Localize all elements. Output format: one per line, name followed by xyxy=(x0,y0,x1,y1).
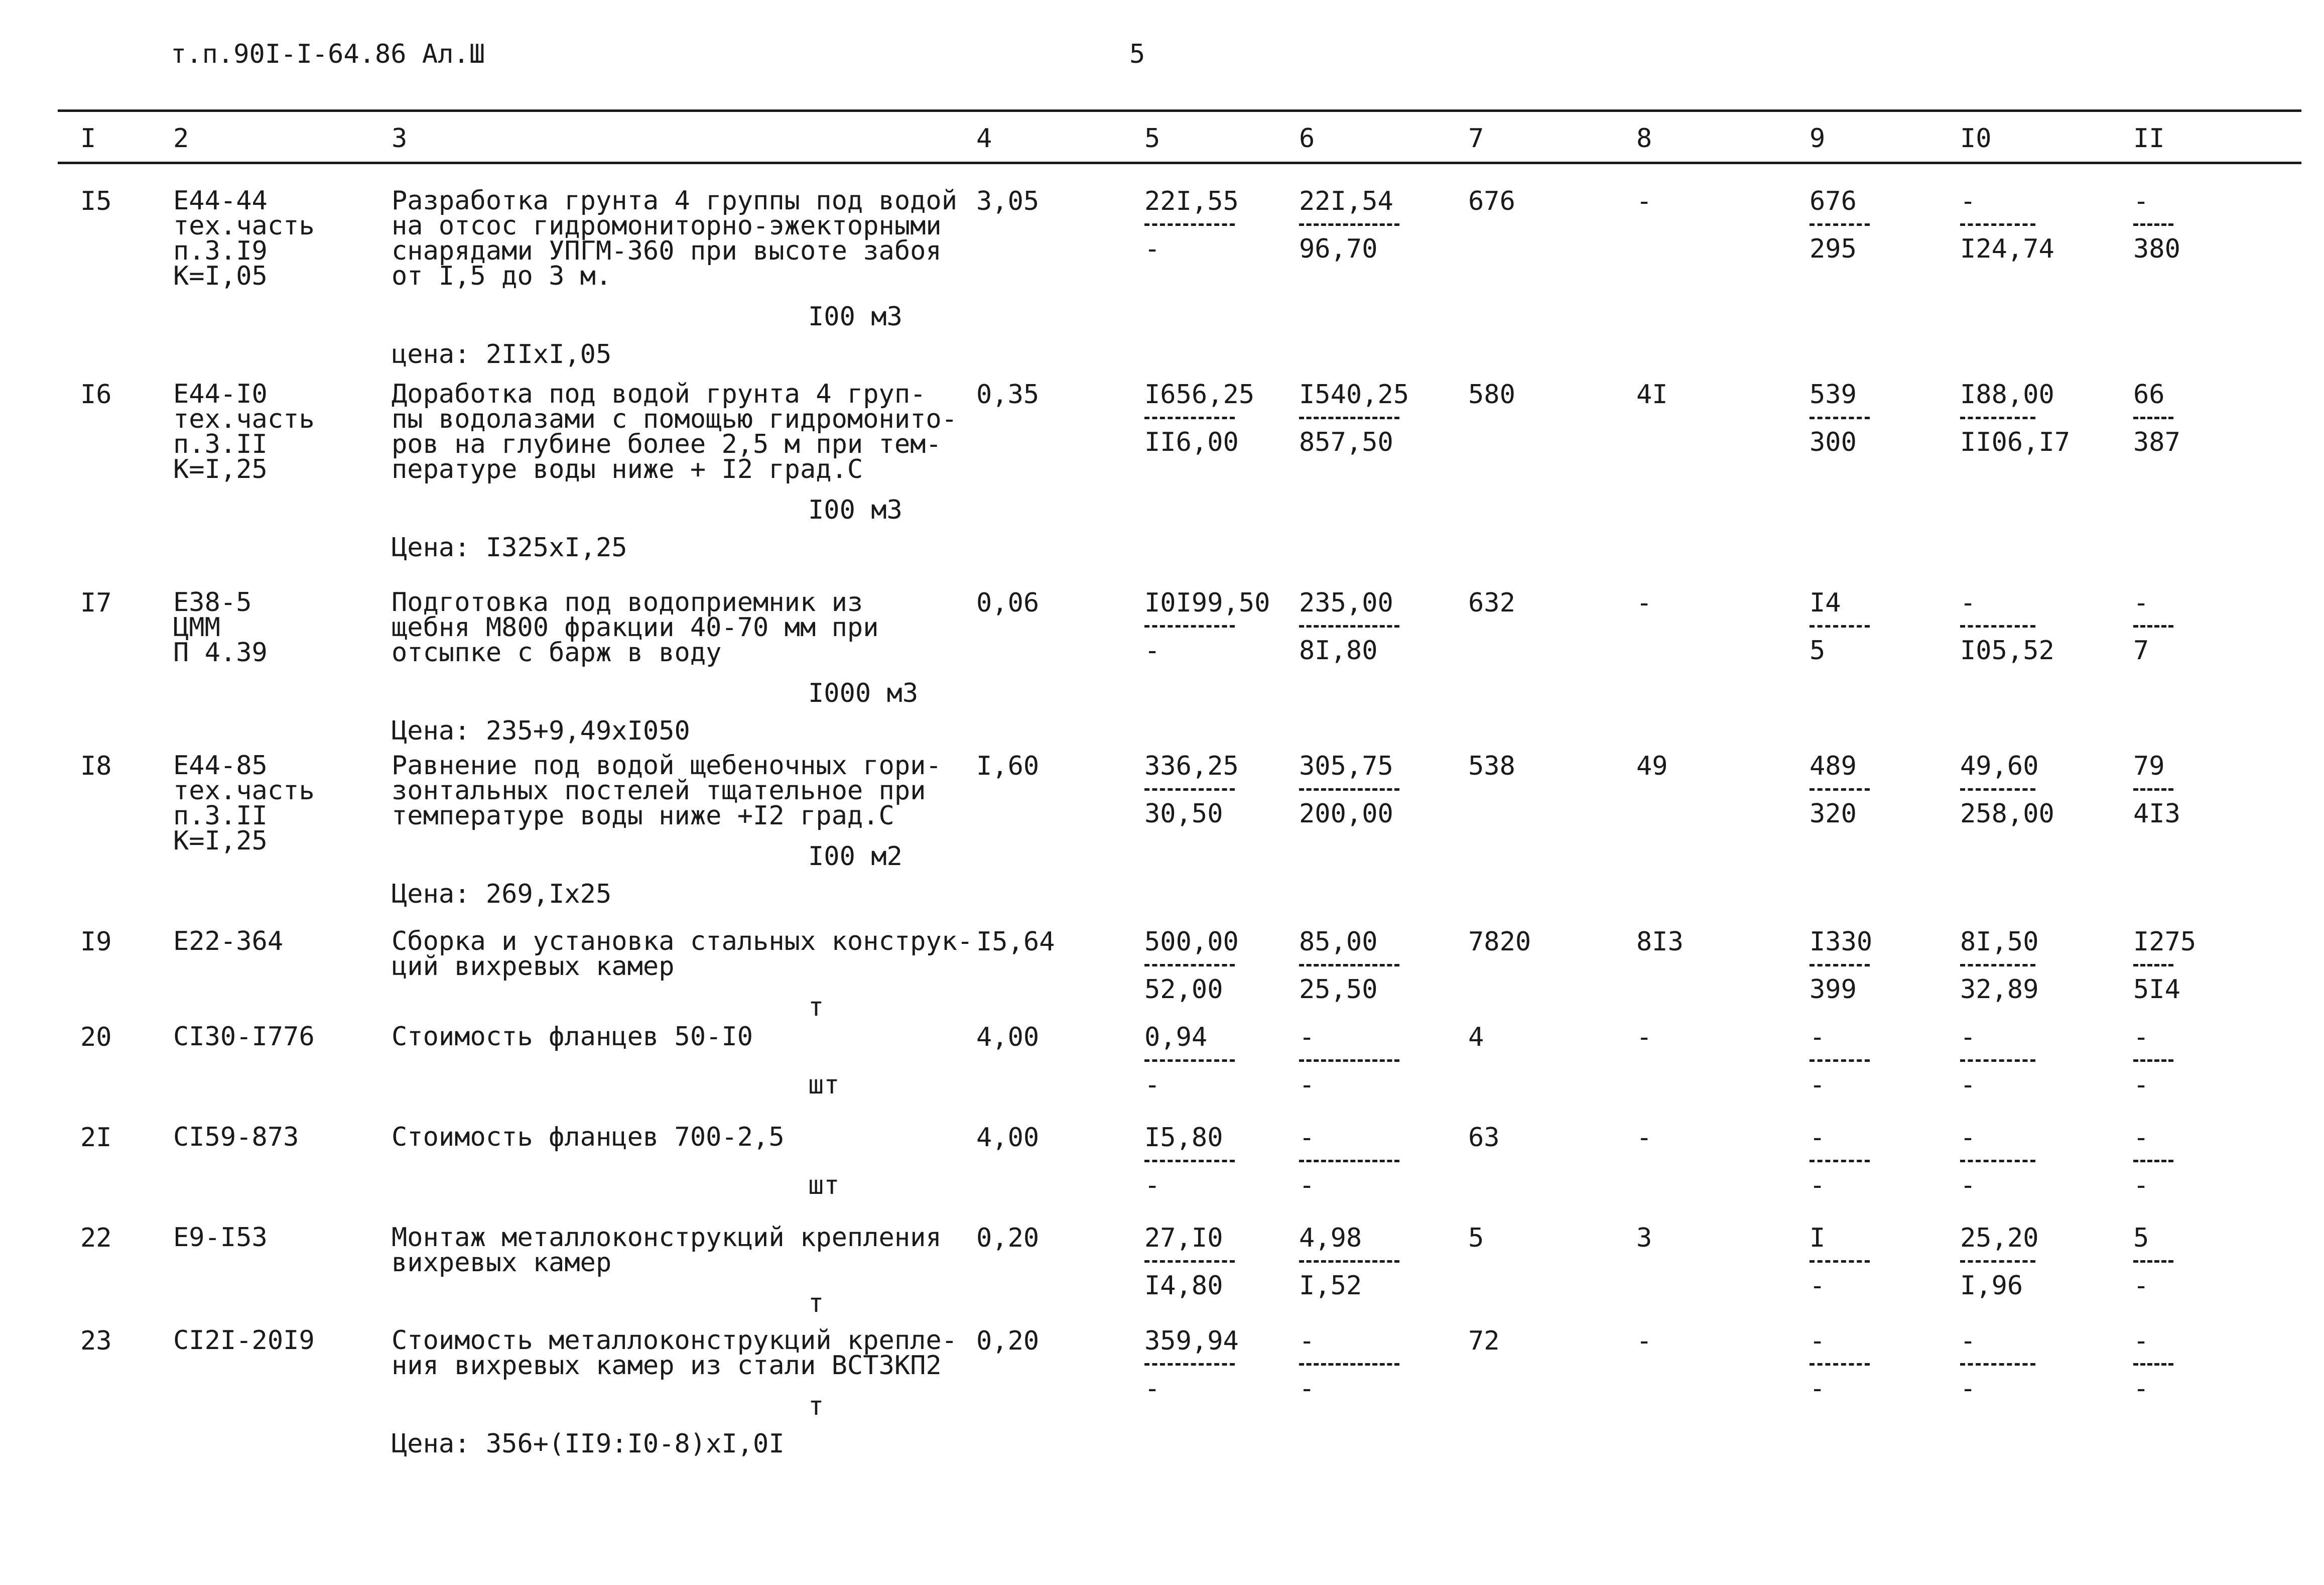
fraction-denominator: 52,00 xyxy=(1144,974,1223,1005)
fraction-numerator: - xyxy=(1960,1022,1976,1052)
unit-of-measure: т xyxy=(808,1391,824,1421)
total-cost: 632 xyxy=(1468,588,1515,618)
column-header-1: I xyxy=(80,124,96,154)
fraction-bar xyxy=(1144,1363,1235,1366)
total-cost: 4 xyxy=(1468,1022,1484,1052)
norm-code: Е9-I53 xyxy=(173,1223,268,1253)
norm-code: Е38-5 ЦММ П 4.39 xyxy=(173,587,268,668)
fraction-bar xyxy=(2133,1059,2173,1062)
column-header-5: 5 xyxy=(1144,124,1160,154)
fraction-denominator: - xyxy=(1299,1374,1315,1404)
unit-of-measure: шт xyxy=(808,1170,840,1200)
fraction-denominator: II06,I7 xyxy=(1960,427,2071,457)
fraction-bar xyxy=(1299,417,1399,419)
wages-cost: 3 xyxy=(1636,1223,1652,1253)
fraction-denominator: - xyxy=(1299,1070,1315,1100)
wages-cost: - xyxy=(1636,1022,1652,1052)
fraction-bar xyxy=(1810,964,1870,966)
fraction-numerator: - xyxy=(1960,186,1976,216)
fraction-bar xyxy=(2133,788,2173,791)
fraction-denominator: 30,50 xyxy=(1144,799,1223,829)
fraction-numerator: - xyxy=(2133,1022,2149,1052)
fraction-bar xyxy=(1960,223,2035,226)
work-description: Стоимость фланцев 50-I0 xyxy=(392,1022,753,1052)
fraction-denominator: - xyxy=(1144,1374,1160,1404)
fraction-bar xyxy=(1144,417,1235,419)
fraction-denominator: 25,50 xyxy=(1299,974,1378,1005)
fraction-denominator: - xyxy=(1810,1271,1826,1301)
fraction-numerator: 8I,50 xyxy=(1960,927,2039,957)
fraction-bar xyxy=(1960,1363,2035,1366)
fraction-numerator: 27,I0 xyxy=(1144,1223,1223,1253)
fraction-numerator: - xyxy=(2133,1326,2149,1356)
fraction-denominator: 857,50 xyxy=(1299,427,1393,457)
fraction-numerator: - xyxy=(2133,588,2149,618)
fraction-denominator: I4,80 xyxy=(1144,1271,1223,1301)
fraction-numerator: 4,98 xyxy=(1299,1223,1362,1253)
fraction-numerator: I275 xyxy=(2133,927,2197,957)
fraction-denominator: 7 xyxy=(2133,636,2149,666)
unit-of-measure: I00 м3 xyxy=(808,302,902,332)
fraction-numerator: - xyxy=(2133,1123,2149,1153)
unit-of-measure: I00 м3 xyxy=(808,495,902,525)
fraction-numerator: - xyxy=(1960,1123,1976,1153)
fraction-denominator: 5 xyxy=(1810,636,1826,666)
fraction-denominator: - xyxy=(1299,1170,1315,1200)
fraction-denominator: I24,74 xyxy=(1960,234,2054,264)
wages-cost: - xyxy=(1636,186,1652,216)
fraction-numerator: I5,80 xyxy=(1144,1123,1223,1153)
column-header-6: 6 xyxy=(1299,124,1315,154)
work-description: Доработка под водой грунта 4 груп- пы водолазами с помощью гидромонито- ров на глубине более 2,5 м при тем- пературе воды ниже + I2 град.С xyxy=(392,379,958,484)
fraction-numerator: - xyxy=(1810,1123,1826,1153)
fraction-bar xyxy=(1299,788,1399,791)
fraction-bar xyxy=(1810,788,1870,791)
fraction-numerator: I540,25 xyxy=(1299,380,1409,410)
fraction-denominator: 5I4 xyxy=(2133,974,2180,1005)
fraction-denominator: 258,00 xyxy=(1960,799,2054,829)
total-cost: 7820 xyxy=(1468,927,1531,957)
total-cost: 580 xyxy=(1468,380,1515,410)
row-number: 22 xyxy=(80,1223,112,1253)
header-rule-top xyxy=(58,109,2301,112)
header-rule-bottom xyxy=(58,162,2301,164)
fraction-denominator: - xyxy=(1810,1170,1826,1200)
row-number: 23 xyxy=(80,1326,112,1356)
fraction-denominator: II6,00 xyxy=(1144,427,1239,457)
quantity: 4,00 xyxy=(976,1123,1040,1153)
work-description: Монтаж металлоконструкций крепления вихревых камер xyxy=(392,1223,942,1278)
row-number: I7 xyxy=(80,588,112,618)
fraction-denominator: - xyxy=(2133,1070,2149,1100)
price-formula: Цена: 356+(II9:I0-8)xI,0I xyxy=(392,1429,785,1459)
fraction-denominator: I05,52 xyxy=(1960,636,2054,666)
fraction-bar xyxy=(1299,1260,1399,1263)
fraction-denominator: 300 xyxy=(1810,427,1857,457)
quantity: 0,20 xyxy=(976,1223,1040,1253)
row-number: I8 xyxy=(80,751,112,781)
wages-cost: - xyxy=(1636,588,1652,618)
quantity: I5,64 xyxy=(976,927,1055,957)
fraction-denominator: 380 xyxy=(2133,234,2180,264)
total-cost: 72 xyxy=(1468,1326,1500,1356)
fraction-denominator: 399 xyxy=(1810,974,1857,1005)
column-header-7: 7 xyxy=(1468,124,1484,154)
column-header-11: II xyxy=(2133,124,2165,154)
norm-code: Е44-44 тех.часть п.3.I9 К=I,05 xyxy=(173,186,315,291)
page-number: 5 xyxy=(1129,39,1145,69)
fraction-numerator: I xyxy=(1810,1223,1826,1253)
fraction-numerator: - xyxy=(1810,1326,1826,1356)
fraction-numerator: I88,00 xyxy=(1960,380,2054,410)
fraction-bar xyxy=(1960,788,2035,791)
fraction-denominator: - xyxy=(1960,1170,1976,1200)
fraction-bar xyxy=(1960,417,2035,419)
fraction-denominator: 200,00 xyxy=(1299,799,1393,829)
quantity: 0,06 xyxy=(976,588,1040,618)
row-number: I9 xyxy=(80,927,112,957)
fraction-denominator: - xyxy=(2133,1271,2149,1301)
fraction-bar xyxy=(1810,1363,1870,1366)
fraction-bar xyxy=(1810,417,1870,419)
quantity: 0,35 xyxy=(976,380,1040,410)
fraction-bar xyxy=(1810,1059,1870,1062)
fraction-denominator: I,96 xyxy=(1960,1271,2023,1301)
fraction-denominator: - xyxy=(2133,1374,2149,1404)
fraction-numerator: 79 xyxy=(2133,751,2165,781)
fraction-denominator: I,52 xyxy=(1299,1271,1362,1301)
fraction-numerator: 676 xyxy=(1810,186,1857,216)
fraction-bar xyxy=(1299,1160,1399,1162)
column-header-10: I0 xyxy=(1960,124,1992,154)
fraction-bar xyxy=(1299,964,1399,966)
column-header-2: 2 xyxy=(173,124,189,154)
fraction-numerator: 5 xyxy=(2133,1223,2149,1253)
unit-of-measure: т xyxy=(808,1288,824,1318)
price-formula: Цена: 269,Ix25 xyxy=(392,879,612,909)
fraction-bar xyxy=(1810,625,1870,628)
fraction-bar xyxy=(2133,625,2173,628)
fraction-numerator: 49,60 xyxy=(1960,751,2039,781)
fraction-denominator: - xyxy=(1144,234,1160,264)
fraction-numerator: 305,75 xyxy=(1299,751,1393,781)
fraction-numerator: I330 xyxy=(1810,927,1873,957)
column-header-9: 9 xyxy=(1810,124,1826,154)
work-description: Равнение под водой щебеночных гори- зонтальных постелей тщательное при температуре воды ниже +I2 град.С xyxy=(392,751,942,831)
unit-of-measure: шт xyxy=(808,1070,840,1100)
fraction-denominator: 32,89 xyxy=(1960,974,2039,1005)
wages-cost: - xyxy=(1636,1326,1652,1356)
norm-code: Е44-I0 тех.часть п.3.II К=I,25 xyxy=(173,379,315,484)
fraction-bar xyxy=(1144,1059,1235,1062)
fraction-numerator: I4 xyxy=(1810,588,1841,618)
fraction-numerator: - xyxy=(1299,1326,1315,1356)
fraction-denominator: - xyxy=(1144,636,1160,666)
fraction-denominator: - xyxy=(1960,1374,1976,1404)
fraction-numerator: - xyxy=(1960,1326,1976,1356)
fraction-bar xyxy=(1960,1260,2035,1263)
fraction-bar xyxy=(1960,1160,2035,1162)
fraction-bar xyxy=(1144,1260,1235,1263)
fraction-denominator: 96,70 xyxy=(1299,234,1378,264)
fraction-numerator: - xyxy=(1299,1022,1315,1052)
wages-cost: 4I xyxy=(1636,380,1668,410)
work-description: Разработка грунта 4 группы под водой на отсос гидромониторно-эжекторными снарядами УПГМ-360 при высоте забоя от I,5 до 3 м. xyxy=(392,186,958,291)
fraction-bar xyxy=(1810,1260,1870,1263)
quantity: 3,05 xyxy=(976,186,1040,216)
norm-code: СI30-I776 xyxy=(173,1022,315,1052)
work-description: Подготовка под водоприемник из щебня М800 фракции 40-70 мм при отсыпке с барж в воду xyxy=(392,587,879,668)
fraction-numerator: 22I,55 xyxy=(1144,186,1239,216)
wages-cost: - xyxy=(1636,1123,1652,1153)
price-formula: Цена: 235+9,49xI050 xyxy=(392,716,690,746)
fraction-denominator: - xyxy=(1810,1374,1826,1404)
column-header-8: 8 xyxy=(1636,124,1652,154)
total-cost: 538 xyxy=(1468,751,1515,781)
fraction-denominator: - xyxy=(1960,1070,1976,1100)
row-number: 2I xyxy=(80,1123,112,1153)
fraction-numerator: - xyxy=(1810,1022,1826,1052)
fraction-numerator: - xyxy=(1960,588,1976,618)
fraction-bar xyxy=(1960,625,2035,628)
wages-cost: 8I3 xyxy=(1636,927,1684,957)
norm-code: СI59-873 xyxy=(173,1122,299,1152)
fraction-denominator: 387 xyxy=(2133,427,2180,457)
fraction-bar xyxy=(1144,223,1235,226)
fraction-bar xyxy=(2133,1260,2173,1263)
work-description: Стоимость металлоконструкций крепле- ния вихревых камер из стали ВСТ3КП2 xyxy=(392,1325,958,1381)
fraction-denominator: - xyxy=(2133,1170,2149,1200)
total-cost: 63 xyxy=(1468,1123,1500,1153)
fraction-bar xyxy=(1144,788,1235,791)
fraction-denominator: - xyxy=(1144,1070,1160,1100)
norm-code: Е44-85 тех.часть п.3.II К=I,25 xyxy=(173,751,315,856)
row-number: 20 xyxy=(80,1022,112,1052)
wages-cost: 49 xyxy=(1636,751,1668,781)
fraction-numerator: 235,00 xyxy=(1299,588,1393,618)
fraction-numerator: I0I99,50 xyxy=(1144,588,1270,618)
fraction-bar xyxy=(2133,223,2173,226)
quantity: 0,20 xyxy=(976,1326,1040,1356)
fraction-numerator: 489 xyxy=(1810,751,1857,781)
fraction-bar xyxy=(2133,1363,2173,1366)
fraction-bar xyxy=(1960,964,2035,966)
fraction-bar xyxy=(1810,1160,1870,1162)
unit-of-measure: I000 м3 xyxy=(808,678,919,708)
column-header-3: 3 xyxy=(392,124,408,154)
fraction-bar xyxy=(1299,1059,1399,1062)
fraction-bar xyxy=(1960,1059,2035,1062)
fraction-bar xyxy=(2133,1160,2173,1162)
fraction-denominator: 295 xyxy=(1810,234,1857,264)
column-header-4: 4 xyxy=(976,124,992,154)
fraction-bar xyxy=(1299,625,1399,628)
price-formula: Цена: I325xI,25 xyxy=(392,533,627,563)
fraction-bar xyxy=(2133,964,2173,966)
fraction-numerator: 359,94 xyxy=(1144,1326,1239,1356)
unit-of-measure: т xyxy=(808,992,824,1022)
fraction-denominator: - xyxy=(1144,1170,1160,1200)
fraction-numerator: 66 xyxy=(2133,380,2165,410)
fraction-denominator: - xyxy=(1810,1070,1826,1100)
fraction-numerator: I656,25 xyxy=(1144,380,1255,410)
document-reference: т.п.90I-I-64.86 Ал.Ш xyxy=(171,39,485,69)
quantity: I,60 xyxy=(976,751,1040,781)
fraction-bar xyxy=(1810,223,1870,226)
total-cost: 5 xyxy=(1468,1223,1484,1253)
fraction-bar xyxy=(1144,964,1235,966)
fraction-numerator: 22I,54 xyxy=(1299,186,1393,216)
quantity: 4,00 xyxy=(976,1022,1040,1052)
fraction-bar xyxy=(1299,223,1399,226)
total-cost: 676 xyxy=(1468,186,1515,216)
fraction-numerator: 336,25 xyxy=(1144,751,1239,781)
fraction-numerator: - xyxy=(1299,1123,1315,1153)
row-number: I5 xyxy=(80,186,112,216)
price-formula: цена: 2IIxI,05 xyxy=(392,339,612,370)
fraction-denominator: 4I3 xyxy=(2133,799,2180,829)
fraction-denominator: 320 xyxy=(1810,799,1857,829)
fraction-bar xyxy=(1144,1160,1235,1162)
fraction-numerator: 0,94 xyxy=(1144,1022,1208,1052)
fraction-numerator: 500,00 xyxy=(1144,927,1239,957)
fraction-bar xyxy=(1299,1363,1399,1366)
fraction-numerator: - xyxy=(2133,186,2149,216)
norm-code: СI2I-20I9 xyxy=(173,1325,315,1356)
fraction-denominator: 8I,80 xyxy=(1299,636,1378,666)
norm-code: Е22-364 xyxy=(173,926,284,956)
fraction-numerator: 85,00 xyxy=(1299,927,1378,957)
unit-of-measure: I00 м2 xyxy=(808,841,902,872)
work-description: Стоимость фланцев 700-2,5 xyxy=(392,1122,785,1152)
work-description: Сборка и установка стальных конструк- ций вихревых камер xyxy=(392,926,973,982)
fraction-bar xyxy=(2133,417,2173,419)
fraction-numerator: 25,20 xyxy=(1960,1223,2039,1253)
row-number: I6 xyxy=(80,380,112,410)
fraction-bar xyxy=(1144,625,1235,628)
fraction-numerator: 539 xyxy=(1810,380,1857,410)
